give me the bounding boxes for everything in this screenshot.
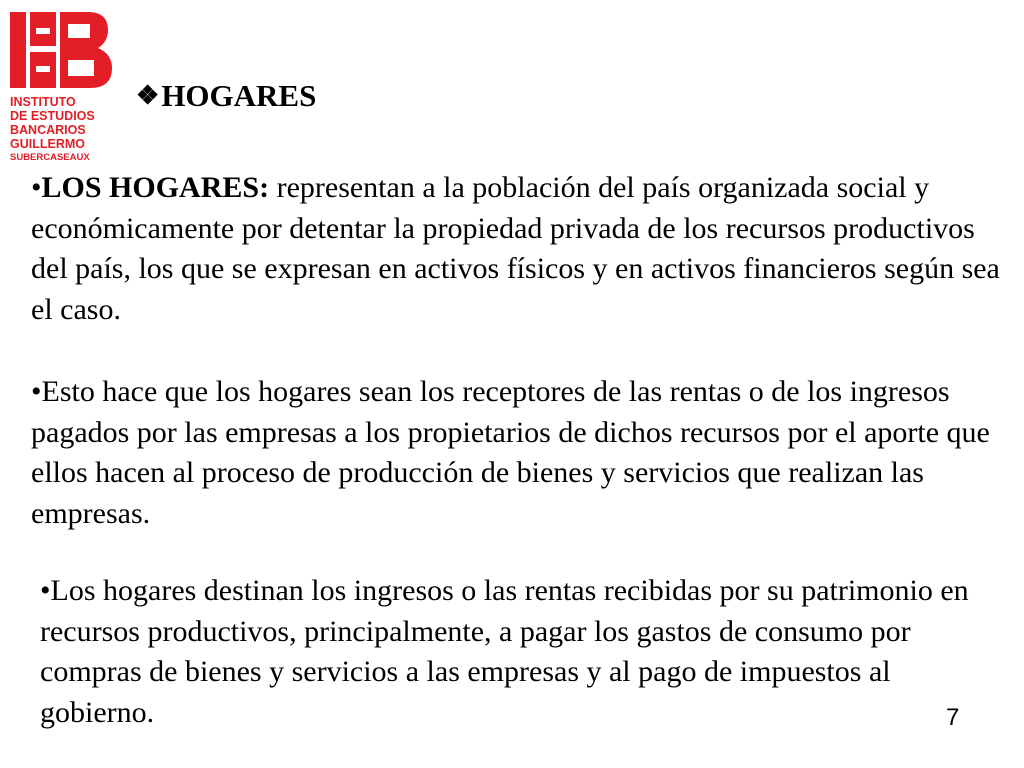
page-number: 7 [946, 704, 960, 731]
logo-line-5: SUBERCASEAUX [10, 152, 90, 162]
slide-title-text: HOGARES [161, 78, 317, 113]
diamond-bullet-icon: ❖ [136, 81, 160, 110]
paragraph-lead: LOS HOGARES: [41, 171, 270, 204]
bullet-icon: • [31, 375, 42, 408]
logo-line-3: BANCARIOS [10, 123, 86, 137]
logo-line-2: DE ESTUDIOS [10, 109, 95, 123]
institute-logo [8, 10, 116, 162]
ieb-logo-mark [8, 10, 116, 162]
logo-shapes [10, 12, 112, 88]
paragraph-receptores [31, 372, 1011, 534]
bullet-icon: • [40, 574, 51, 607]
logo-line-4: GUILLERMO [10, 137, 85, 151]
paragraph-los-hogares [31, 168, 1011, 330]
bullet-icon: • [31, 171, 42, 204]
paragraph-text: Esto hace que los hogares sean los receptores de las rentas o de los ingresos pagados por las empresas a los propietarios de dichos recursos por el aporte que ellos hacen al proceso de producción de bienes y servicios que realizan las empresas. [31, 375, 990, 530]
paragraph-text: representan a la población del país organizada social y económicamente por detentar la propiedad privada de los recursos productivos del país, los que se expresan en activos físicos y en activos financieros según sea el caso. [31, 171, 1000, 326]
slide-title [136, 78, 316, 114]
paragraph-destinan [40, 571, 1000, 733]
logo-line-1: INSTITUTO [10, 95, 76, 109]
paragraph-text: Los hogares destinan los ingresos o las rentas recibidas por su patrimonio en recursos productivos, principalmente, a pagar los gastos de consumo por compras de bienes y servicios a las empresas y al pago de impuestos al gobierno. [40, 574, 969, 729]
